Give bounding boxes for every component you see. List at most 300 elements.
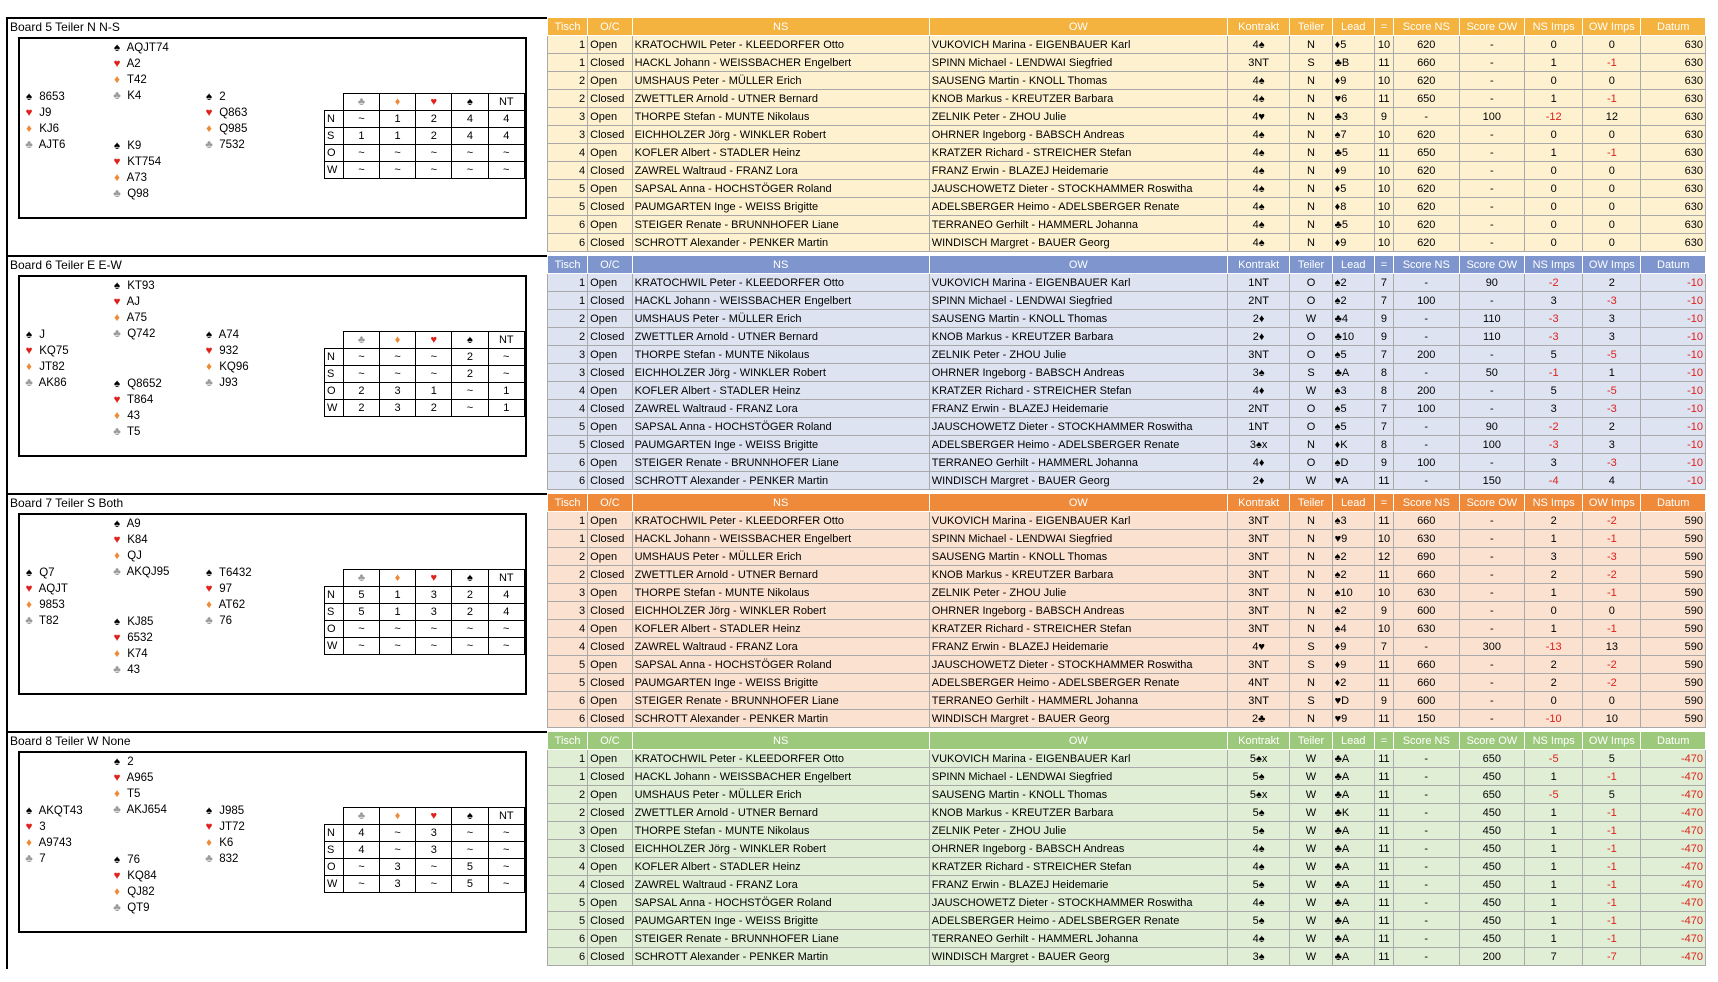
cell-teiler: W — [1290, 768, 1332, 786]
cell-teiler: O — [1290, 400, 1332, 418]
cell-oc: Open — [588, 36, 632, 54]
cell-datum: 630 — [1641, 54, 1706, 72]
cell-teiler: W — [1290, 876, 1332, 894]
diamonds-icon: ♦ — [26, 837, 32, 849]
nt-header: NT — [488, 332, 524, 349]
cell-ns-imps: 1 — [1525, 912, 1583, 930]
cell-score-ow: - — [1459, 512, 1525, 530]
column-header-datum: Datum — [1641, 256, 1706, 274]
table-row — [548, 382, 1706, 400]
cell-ns-imps: 2 — [1525, 674, 1583, 692]
hearts-icon: ♥ — [113, 58, 121, 70]
cell-oc: Open — [588, 822, 632, 840]
cell-ns-imps: 2 — [1525, 566, 1583, 584]
hand-s-diamonds — [110, 885, 155, 899]
cell-teiler: N — [1290, 216, 1332, 234]
cell-ow-imps: -1 — [1583, 584, 1641, 602]
column-header-score-ns: Score NS — [1393, 494, 1459, 512]
cell-tricks: 9 — [1374, 310, 1393, 328]
cell-score-ns: 200 — [1393, 346, 1459, 364]
cell-tisch: 3 — [548, 840, 588, 858]
cell-score-ns: 660 — [1393, 674, 1459, 692]
results-table — [547, 255, 1706, 490]
cell-ow: JAUSCHOWETZ Dieter - STOCKHAMMER Roswitha — [929, 894, 1227, 912]
tricks-cell: ~ — [343, 859, 379, 876]
hand-n-clubs — [110, 89, 141, 103]
cell-ow-imps: 0 — [1583, 216, 1641, 234]
clubs-icon: ♣ — [25, 139, 33, 151]
cell-teiler: S — [1290, 638, 1332, 656]
cell-kontrakt: 2♦ — [1227, 310, 1289, 328]
cell-score-ow: 100 — [1459, 108, 1525, 126]
hand-cards: KQ84 — [127, 870, 157, 882]
cell-tisch: 4 — [548, 162, 588, 180]
hand-cards: A9743 — [38, 837, 72, 849]
hand-cards: K4 — [127, 90, 142, 102]
tricks-cell: ~ — [452, 825, 488, 842]
clubs-icon: ♣ — [343, 808, 379, 825]
hand-e-clubs — [202, 614, 232, 628]
cell-tricks: 7 — [1374, 274, 1393, 292]
tricks-cell: ~ — [416, 349, 452, 366]
cell-ns: HACKL Johann - WEISSBACHER Engelbert — [632, 530, 929, 548]
cell-score-ns: - — [1393, 912, 1459, 930]
tricks-cell: ~ — [488, 621, 524, 638]
cell-tricks: 11 — [1374, 566, 1393, 584]
table-row — [548, 364, 1706, 382]
table-row — [548, 144, 1706, 162]
hearts-icon: ♥ — [205, 821, 213, 833]
cell-score-ow: - — [1459, 72, 1525, 90]
cell-lead: ♣10 — [1332, 328, 1374, 346]
clubs-icon: ♣ — [113, 328, 121, 340]
nt-header: NT — [488, 808, 524, 825]
cell-ow-imps: -1 — [1583, 876, 1641, 894]
cell-datum: 630 — [1641, 180, 1706, 198]
cell-tisch: 4 — [548, 382, 588, 400]
cell-tisch: 4 — [548, 400, 588, 418]
cell-kontrakt: 3NT — [1227, 530, 1289, 548]
cell-score-ow: - — [1459, 382, 1525, 400]
cell-tricks: 7 — [1374, 292, 1393, 310]
hearts-icon: ♥ — [416, 808, 452, 825]
cell-tricks: 11 — [1374, 674, 1393, 692]
cell-ns-imps: -3 — [1525, 310, 1583, 328]
column-header-ns: NS — [632, 18, 929, 36]
spades-icon: ♠ — [205, 567, 213, 579]
cell-datum: -10 — [1641, 454, 1706, 472]
diamonds-icon: ♦ — [114, 550, 120, 562]
cell-ns-imps: -12 — [1525, 108, 1583, 126]
cell-kontrakt: 5♠x — [1227, 786, 1289, 804]
table-row — [548, 822, 1706, 840]
cell-ow-imps: 0 — [1583, 162, 1641, 180]
cell-kontrakt: 4♠ — [1227, 126, 1289, 144]
cell-score-ns: 620 — [1393, 180, 1459, 198]
hand-n-diamonds — [110, 549, 142, 563]
spades-icon: ♠ — [25, 805, 33, 817]
cell-oc: Closed — [588, 54, 632, 72]
table-row — [548, 894, 1706, 912]
cell-datum: 590 — [1641, 620, 1706, 638]
cell-kontrakt: 4♠ — [1227, 198, 1289, 216]
tricks-cell: 4 — [488, 128, 524, 145]
seat-label: W — [325, 638, 344, 655]
seat-label: S — [325, 366, 344, 383]
cell-ns: EICHHOLZER Jörg - WINKLER Robert — [632, 840, 929, 858]
cell-ns-imps: -5 — [1525, 786, 1583, 804]
table-row — [548, 234, 1706, 252]
cell-teiler: N — [1290, 108, 1332, 126]
cell-ow-imps: 3 — [1583, 436, 1641, 454]
tricks-cell: ~ — [416, 638, 452, 655]
cell-kontrakt: 3♠ — [1227, 364, 1289, 382]
diamonds-icon: ♦ — [380, 808, 416, 825]
cell-ns-imps: 0 — [1525, 198, 1583, 216]
hearts-icon: ♥ — [416, 94, 452, 111]
cell-lead: ♠2 — [1332, 274, 1374, 292]
board-title: Board 5 Teiler N N-S — [10, 20, 120, 34]
tricks-cell: 1 — [380, 128, 416, 145]
clubs-icon: ♣ — [343, 332, 379, 349]
cell-datum: 630 — [1641, 234, 1706, 252]
cell-teiler: N — [1290, 126, 1332, 144]
cell-tisch: 6 — [548, 234, 588, 252]
cell-score-ns: 660 — [1393, 512, 1459, 530]
cell-datum: 590 — [1641, 530, 1706, 548]
table-row — [548, 804, 1706, 822]
cell-tisch: 2 — [548, 90, 588, 108]
cell-score-ns: - — [1393, 274, 1459, 292]
makeable-contracts-table — [324, 331, 525, 417]
nt-header: NT — [488, 94, 524, 111]
cell-score-ns: 100 — [1393, 400, 1459, 418]
seat-label: O — [325, 145, 344, 162]
cell-tricks: 9 — [1374, 692, 1393, 710]
cell-ns-imps: 0 — [1525, 692, 1583, 710]
hand-cards: K6 — [219, 837, 234, 849]
column-header-score-ns: Score NS — [1393, 256, 1459, 274]
hand-n-clubs — [110, 327, 155, 341]
tricks-cell: 2 — [416, 400, 452, 417]
cell-ns: SCHROTT Alexander - PENKER Martin — [632, 710, 929, 728]
cell-ow: ZELNIK Peter - ZHOU Julie — [929, 108, 1227, 126]
cell-oc: Open — [588, 108, 632, 126]
tricks-cell: 1 — [380, 587, 416, 604]
cell-oc: Open — [588, 656, 632, 674]
cell-ow-imps: 0 — [1583, 126, 1641, 144]
cell-ns-imps: -5 — [1525, 750, 1583, 768]
hand-cards: J — [39, 329, 45, 341]
cell-tricks: 12 — [1374, 548, 1393, 566]
table-row — [548, 674, 1706, 692]
cell-teiler: N — [1290, 144, 1332, 162]
cell-ow: FRANZ Erwin - BLAZEJ Heidemarie — [929, 638, 1227, 656]
hand-w-spades — [22, 804, 83, 818]
column-header-ow-imps: OW Imps — [1583, 18, 1641, 36]
tricks-cell: ~ — [488, 876, 524, 893]
hand-e-hearts — [202, 820, 245, 834]
hand-e-diamonds — [202, 360, 249, 374]
column-header-ow-imps: OW Imps — [1583, 732, 1641, 750]
cell-tricks: 11 — [1374, 912, 1393, 930]
cell-ow-imps: 0 — [1583, 180, 1641, 198]
column-header-score-ow: Score OW — [1459, 494, 1525, 512]
results-panel — [547, 493, 1706, 728]
cell-score-ow: 450 — [1459, 876, 1525, 894]
cell-datum: -470 — [1641, 786, 1706, 804]
cell-ns: ZAWREL Waltraud - FRANZ Lora — [632, 400, 929, 418]
cell-ow: JAUSCHOWETZ Dieter - STOCKHAMMER Roswitha — [929, 418, 1227, 436]
cell-tricks: 10 — [1374, 72, 1393, 90]
hearts-icon: ♥ — [25, 821, 33, 833]
cell-score-ns: 650 — [1393, 90, 1459, 108]
cell-score-ow: - — [1459, 602, 1525, 620]
cell-ow-imps: -2 — [1583, 656, 1641, 674]
tricks-cell: 2 — [452, 366, 488, 383]
cell-ow: KRATZER Richard - STREICHER Stefan — [929, 620, 1227, 638]
cell-score-ow: 650 — [1459, 750, 1525, 768]
cell-teiler: N — [1290, 602, 1332, 620]
cell-score-ow: - — [1459, 454, 1525, 472]
cell-kontrakt: 5♠ — [1227, 876, 1289, 894]
cell-tricks: 10 — [1374, 530, 1393, 548]
cell-datum: -470 — [1641, 894, 1706, 912]
board-6 — [6, 255, 1706, 493]
cell-ns-imps: -1 — [1525, 364, 1583, 382]
board-title: Board 8 Teiler W None — [10, 734, 131, 748]
diamonds-icon: ♦ — [114, 886, 120, 898]
cell-ow-imps: -3 — [1583, 454, 1641, 472]
cell-lead: ♣A — [1332, 364, 1374, 382]
cell-oc: Closed — [588, 912, 632, 930]
hand-n-hearts — [110, 771, 153, 785]
cell-ns: UMSHAUS Peter - MÜLLER Erich — [632, 72, 929, 90]
tricks-cell: ~ — [452, 638, 488, 655]
cell-ns: ZWETTLER Arnold - UTNER Bernard — [632, 90, 929, 108]
clubs-icon: ♣ — [205, 853, 213, 865]
cell-datum: 590 — [1641, 548, 1706, 566]
cell-oc: Open — [588, 216, 632, 234]
cell-ns-imps: 0 — [1525, 180, 1583, 198]
column-header-tricks: = — [1374, 494, 1393, 512]
cell-ow-imps: 13 — [1583, 638, 1641, 656]
cell-ow-imps: -1 — [1583, 90, 1641, 108]
hand-n-hearts — [110, 533, 148, 547]
hand-cards: 97 — [219, 583, 232, 595]
cell-ns: ZWETTLER Arnold - UTNER Bernard — [632, 804, 929, 822]
cell-datum: -10 — [1641, 472, 1706, 490]
cell-oc: Open — [588, 72, 632, 90]
cell-score-ns: 200 — [1393, 382, 1459, 400]
hearts-icon: ♥ — [205, 583, 213, 595]
cell-ns: PAUMGARTEN Inge - WEISS Brigitte — [632, 436, 929, 454]
cell-ow: ZELNIK Peter - ZHOU Julie — [929, 822, 1227, 840]
cell-score-ns: 650 — [1393, 144, 1459, 162]
cell-score-ns: - — [1393, 876, 1459, 894]
cell-ns-imps: 0 — [1525, 72, 1583, 90]
tricks-cell: 2 — [343, 383, 379, 400]
cell-kontrakt: 3♠ — [1227, 948, 1289, 966]
cell-teiler: W — [1290, 948, 1332, 966]
hand-e-spades — [202, 90, 226, 104]
cell-score-ns: 100 — [1393, 454, 1459, 472]
cell-lead: ♠2 — [1332, 292, 1374, 310]
cell-score-ns: 620 — [1393, 216, 1459, 234]
cell-teiler: O — [1290, 274, 1332, 292]
cell-score-ow: 450 — [1459, 768, 1525, 786]
hand-n-hearts — [110, 57, 141, 71]
hand-cards: 8653 — [39, 91, 65, 103]
tricks-cell: 3 — [416, 587, 452, 604]
seat-label: N — [325, 111, 344, 128]
hearts-icon: ♥ — [205, 345, 213, 357]
cell-teiler: O — [1290, 454, 1332, 472]
cell-lead: ♠10 — [1332, 584, 1374, 602]
tricks-cell: ~ — [452, 145, 488, 162]
tricks-cell: ~ — [452, 621, 488, 638]
hand-cards: KJ6 — [39, 123, 60, 135]
cell-lead: ♣A — [1332, 786, 1374, 804]
cell-tricks: 11 — [1374, 768, 1393, 786]
cell-lead: ♠4 — [1332, 620, 1374, 638]
cell-score-ns: - — [1393, 418, 1459, 436]
cell-ns: SCHROTT Alexander - PENKER Martin — [632, 234, 929, 252]
cell-ow-imps: 0 — [1583, 234, 1641, 252]
tricks-cell: 4 — [343, 825, 379, 842]
cell-lead: ♣A — [1332, 876, 1374, 894]
column-header-ow: OW — [929, 18, 1227, 36]
column-header-score-ns: Score NS — [1393, 18, 1459, 36]
table-row — [548, 656, 1706, 674]
cell-ow-imps: -1 — [1583, 912, 1641, 930]
hand-w-diamonds — [22, 598, 65, 612]
hand-cards: K84 — [127, 534, 148, 546]
cell-datum: -470 — [1641, 930, 1706, 948]
diamonds-icon: ♦ — [206, 123, 212, 135]
hand-cards: J9 — [39, 107, 52, 119]
spades-icon: ♠ — [113, 140, 121, 152]
hand-diagram — [18, 275, 527, 457]
corner-cell — [325, 808, 344, 825]
cell-ow: SPINN Michael - LENDWAI Siegfried — [929, 530, 1227, 548]
tricks-cell: ~ — [488, 842, 524, 859]
cell-ns: HACKL Johann - WEISSBACHER Engelbert — [632, 54, 929, 72]
cell-ow-imps: -1 — [1583, 858, 1641, 876]
cell-ns: ZAWREL Waltraud - FRANZ Lora — [632, 162, 929, 180]
cell-ns: UMSHAUS Peter - MÜLLER Erich — [632, 548, 929, 566]
cell-datum: -470 — [1641, 912, 1706, 930]
cell-ns: EICHHOLZER Jörg - WINKLER Robert — [632, 364, 929, 382]
cell-tisch: 5 — [548, 418, 588, 436]
cell-datum: -470 — [1641, 840, 1706, 858]
hand-cards: AJT6 — [38, 139, 66, 151]
cell-datum: 590 — [1641, 674, 1706, 692]
hand-s-spades — [110, 853, 140, 867]
cell-ns: THORPE Stefan - MUNTE Nikolaus — [632, 822, 929, 840]
cell-oc: Open — [588, 144, 632, 162]
cell-kontrakt: 5♠ — [1227, 912, 1289, 930]
cell-ow: VUKOVICH Marina - EIGENBAUER Karl — [929, 274, 1227, 292]
cell-datum: -470 — [1641, 750, 1706, 768]
tricks-cell: 2 — [452, 604, 488, 621]
hand-w-clubs — [22, 852, 46, 866]
cell-ns-imps: -4 — [1525, 472, 1583, 490]
tricks-cell: 5 — [452, 876, 488, 893]
cell-ns-imps: 1 — [1525, 144, 1583, 162]
cell-tricks: 8 — [1374, 436, 1393, 454]
cell-ow: VUKOVICH Marina - EIGENBAUER Karl — [929, 750, 1227, 768]
cell-tisch: 1 — [548, 530, 588, 548]
hand-cards: T864 — [127, 394, 154, 406]
cell-ow-imps: -7 — [1583, 948, 1641, 966]
cell-score-ow: 110 — [1459, 310, 1525, 328]
cell-score-ns: 620 — [1393, 234, 1459, 252]
tricks-cell: 4 — [452, 128, 488, 145]
table-row — [548, 180, 1706, 198]
seat-label: S — [325, 842, 344, 859]
cell-teiler: N — [1290, 72, 1332, 90]
cell-kontrakt: 1NT — [1227, 418, 1289, 436]
cell-datum: 630 — [1641, 198, 1706, 216]
cell-ow: SAUSENG Martin - KNOLL Thomas — [929, 786, 1227, 804]
tricks-cell: ~ — [416, 621, 452, 638]
hand-cards: Q7 — [39, 567, 55, 579]
cell-ns: PAUMGARTEN Inge - WEISS Brigitte — [632, 912, 929, 930]
hearts-icon: ♥ — [416, 570, 452, 587]
cell-score-ow: - — [1459, 180, 1525, 198]
tricks-cell: 3 — [380, 876, 416, 893]
table-row — [548, 948, 1706, 966]
cell-score-ow: 650 — [1459, 786, 1525, 804]
hand-diagram — [18, 751, 527, 933]
hand-cards: 3 — [39, 821, 46, 833]
cell-score-ow: - — [1459, 346, 1525, 364]
cell-tisch: 3 — [548, 584, 588, 602]
cell-ns-imps: 2 — [1525, 512, 1583, 530]
hand-e-hearts — [202, 582, 232, 596]
cell-ow-imps: -1 — [1583, 54, 1641, 72]
tricks-cell: 2 — [416, 111, 452, 128]
cell-lead: ♣A — [1332, 822, 1374, 840]
cell-datum: 630 — [1641, 144, 1706, 162]
hand-cards: AKQT43 — [38, 805, 83, 817]
column-header-kontrakt: Kontrakt — [1227, 494, 1289, 512]
cell-ow-imps: 4 — [1583, 472, 1641, 490]
cell-ow-imps: -1 — [1583, 930, 1641, 948]
cell-tisch: 4 — [548, 638, 588, 656]
hand-s-clubs — [110, 663, 140, 677]
cell-oc: Closed — [588, 948, 632, 966]
diamonds-icon: ♦ — [26, 123, 32, 135]
cell-datum: -10 — [1641, 436, 1706, 454]
cell-lead: ♣A — [1332, 930, 1374, 948]
tricks-cell: 4 — [343, 842, 379, 859]
cell-lead: ♥9 — [1332, 530, 1374, 548]
cell-score-ns: - — [1393, 948, 1459, 966]
cell-tisch: 3 — [548, 126, 588, 144]
spades-icon: ♠ — [113, 280, 121, 292]
cell-oc: Closed — [588, 768, 632, 786]
hand-cards: JT72 — [219, 821, 245, 833]
cell-oc: Closed — [588, 530, 632, 548]
cell-tricks: 10 — [1374, 180, 1393, 198]
hand-cards: T42 — [127, 74, 147, 86]
hand-cards: 6532 — [127, 632, 153, 644]
cell-oc: Closed — [588, 710, 632, 728]
table-row — [548, 530, 1706, 548]
spades-icon: ♠ — [113, 616, 121, 628]
